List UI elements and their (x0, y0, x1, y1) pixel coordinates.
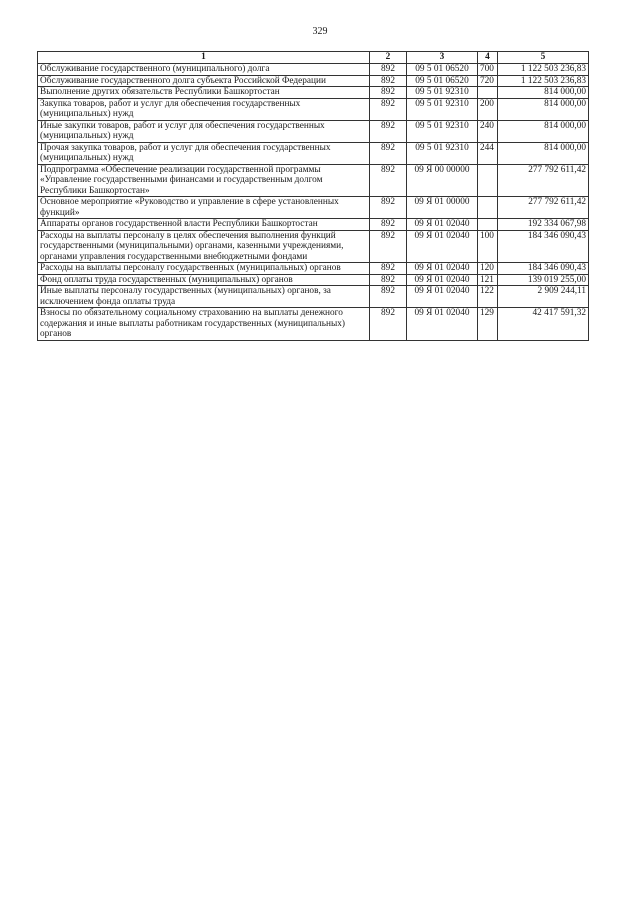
row-code-cell: 892 (370, 64, 407, 76)
row-code-cell: 892 (370, 230, 407, 263)
row-vr-cell (478, 87, 498, 99)
header-col-4: 4 (478, 52, 498, 64)
row-sum-cell: 192 334 067,98 (498, 219, 589, 231)
table-row (38, 197, 589, 219)
row-code-cell: 892 (370, 87, 407, 99)
row-code-cell: 892 (370, 142, 407, 164)
table-row (38, 308, 589, 341)
row-code-cell: 892 (370, 164, 407, 197)
row-vr-cell: 240 (478, 120, 498, 142)
row-vr-cell (478, 197, 498, 219)
table-row (38, 219, 589, 231)
row-name-cell: Основное мероприятие «Руководство и управление в сфере установленных функций» (38, 197, 370, 219)
row-sum-cell: 814 000,00 (498, 142, 589, 164)
row-sum-cell: 184 346 090,43 (498, 263, 589, 275)
header-row (38, 52, 589, 64)
row-csr-cell: 09 Я 01 02040 (407, 219, 478, 231)
row-code-cell: 892 (370, 98, 407, 120)
table-row (38, 98, 589, 120)
row-vr-cell (478, 164, 498, 197)
row-sum-cell: 1 122 503 236,83 (498, 64, 589, 76)
row-name-cell: Подпрограмма «Обеспечение реализации государственной программы «Управление государственными финансами и государственным долгом Республики Башкортостан» (38, 164, 370, 197)
row-name-cell: Закупка товаров, работ и услуг для обеспечения государственных (муниципальных) нужд (38, 98, 370, 120)
row-vr-cell: 120 (478, 263, 498, 275)
table-row (38, 120, 589, 142)
row-csr-cell: 09 Я 00 00000 (407, 164, 478, 197)
row-vr-cell: 121 (478, 274, 498, 286)
table-row (38, 230, 589, 263)
row-name-cell: Обслуживание государственного (муниципального) долга (38, 64, 370, 76)
row-name-cell: Прочая закупка товаров, работ и услуг для обеспечения государственных (муниципальных) нужд (38, 142, 370, 164)
table-row (38, 75, 589, 87)
row-sum-cell: 1 122 503 236,83 (498, 75, 589, 87)
table-row (38, 142, 589, 164)
row-vr-cell: 200 (478, 98, 498, 120)
row-vr-cell: 100 (478, 230, 498, 263)
row-name-cell: Расходы на выплаты персоналу в целях обеспечения выполнения функций государственными (муниципальными) органами, казенными учреждениями, органами управления государственными внебюджетными фондами (38, 230, 370, 263)
table-row (38, 87, 589, 99)
row-csr-cell: 09 Я 01 02040 (407, 274, 478, 286)
row-code-cell: 892 (370, 120, 407, 142)
row-csr-cell: 09 5 01 92310 (407, 87, 478, 99)
row-csr-cell: 09 5 01 92310 (407, 142, 478, 164)
header-col-3: 3 (407, 52, 478, 64)
row-vr-cell: 720 (478, 75, 498, 87)
row-csr-cell: 09 5 01 92310 (407, 120, 478, 142)
row-sum-cell: 139 019 255,00 (498, 274, 589, 286)
row-vr-cell: 122 (478, 286, 498, 308)
row-code-cell: 892 (370, 75, 407, 87)
row-sum-cell: 277 792 611,42 (498, 197, 589, 219)
table-row (38, 263, 589, 275)
row-csr-cell: 09 Я 01 02040 (407, 263, 478, 275)
row-name-cell: Аппараты органов государственной власти Республики Башкортостан (38, 219, 370, 231)
row-name-cell: Взносы по обязательному социальному страхованию на выплаты денежного содержания и иные выплаты работникам государственных (муниципальных) органов (38, 308, 370, 341)
row-sum-cell: 184 346 090,43 (498, 230, 589, 263)
row-csr-cell: 09 5 01 06520 (407, 75, 478, 87)
row-csr-cell: 09 5 01 06520 (407, 64, 478, 76)
row-code-cell: 892 (370, 263, 407, 275)
row-name-cell: Фонд оплаты труда государственных (муниципальных) органов (38, 274, 370, 286)
row-csr-cell: 09 Я 01 02040 (407, 308, 478, 341)
row-csr-cell: 09 Я 01 00000 (407, 197, 478, 219)
row-sum-cell: 814 000,00 (498, 87, 589, 99)
row-vr-cell: 244 (478, 142, 498, 164)
row-vr-cell: 129 (478, 308, 498, 341)
row-name-cell: Расходы на выплаты персоналу государственных (муниципальных) органов (38, 263, 370, 275)
row-name-cell: Выполнение других обязательств Республики Башкортостан (38, 87, 370, 99)
row-sum-cell: 814 000,00 (498, 120, 589, 142)
row-csr-cell: 09 Я 01 02040 (407, 230, 478, 263)
row-code-cell: 892 (370, 219, 407, 231)
row-sum-cell: 2 909 244,11 (498, 286, 589, 308)
row-code-cell: 892 (370, 274, 407, 286)
row-code-cell: 892 (370, 286, 407, 308)
row-csr-cell: 09 Я 01 02040 (407, 286, 478, 308)
row-code-cell: 892 (370, 197, 407, 219)
table-row (38, 286, 589, 308)
table-row (38, 274, 589, 286)
table-body (38, 64, 589, 341)
header-col-5: 5 (498, 52, 589, 64)
table-row (38, 64, 589, 76)
header-col-1: 1 (38, 52, 370, 64)
row-code-cell: 892 (370, 308, 407, 341)
budget-table (37, 51, 589, 341)
row-sum-cell: 277 792 611,42 (498, 164, 589, 197)
row-name-cell: Иные выплаты персоналу государственных (муниципальных) органов, за исключением фонда оплаты труда (38, 286, 370, 308)
row-sum-cell: 42 417 591,32 (498, 308, 589, 341)
header-col-2: 2 (370, 52, 407, 64)
row-csr-cell: 09 5 01 92310 (407, 98, 478, 120)
row-name-cell: Обслуживание государственного долга субъекта Российской Федерации (38, 75, 370, 87)
table-row (38, 164, 589, 197)
page-number: 329 (312, 26, 328, 37)
row-vr-cell: 700 (478, 64, 498, 76)
row-name-cell: Иные закупки товаров, работ и услуг для обеспечения государственных (муниципальных) нужд (38, 120, 370, 142)
row-vr-cell (478, 219, 498, 231)
row-sum-cell: 814 000,00 (498, 98, 589, 120)
